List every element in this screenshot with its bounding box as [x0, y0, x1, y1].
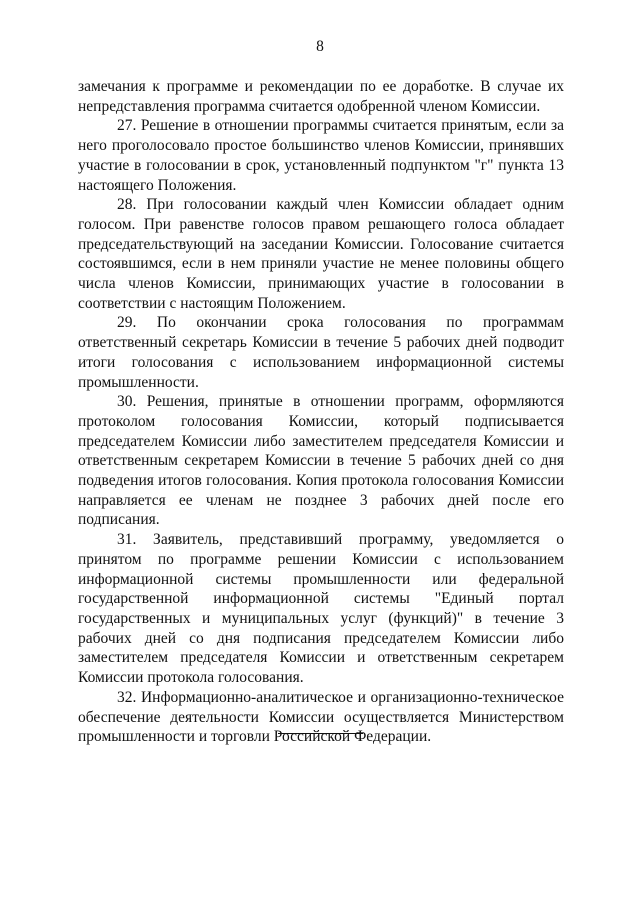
paragraph-continuation: замечания к программе и рекомендации по ее доработке. В случае их непредставления программа считается одобренной членом Комиссии.	[78, 78, 564, 115]
paragraph-30: 30. Решения, принятые в отношении программ, оформляются протоколом голосования Комиссии, который подписывается председателем Комиссии либо заместителем председателя Комиссии и ответственным секретарем Комиссии в течение 5 рабочих дней со дня подведения итогов голосования. Копия протокола голосования Комиссии направляется ее членам не позднее 3 рабочих дней после его подписания.	[78, 393, 564, 529]
page-number: 8	[316, 38, 324, 55]
paragraph-29: 29. По окончании срока голосования по программам ответственный секретарь Комиссии в течение 5 рабочих дней подводит итоги голосования с использованием информационной системы промышленности.	[78, 314, 564, 391]
document-body	[78, 77, 564, 747]
end-separator-line	[278, 733, 363, 734]
paragraph-31: 31. Заявитель, представивший программу, уведомляется о принятом по программе решении Комиссии с использованием информационной системы промышленности или федеральной государственной информационной системы "Единый портал государственных и муниципальных услуг (функций)" в течение 3 рабочих дней со дня подписания председателем Комиссии либо заместителем председателя Комиссии и ответственным секретарем Комиссии протокола голосования.	[78, 531, 564, 687]
paragraph-27: 27. Решение в отношении программы считается принятым, если за него проголосовало простое большинство членов Комиссии, принявших участие в голосовании в срок, установленный подпунктом "г" пункта 13 настоящего Положения.	[78, 117, 564, 194]
paragraph-32: 32. Информационно-аналитическое и организационно-техническое обеспечение деятельности Комиссии осуществляется Министерством промышленности и торговли Российской Федерации.	[78, 688, 564, 746]
paragraph-28: 28. При голосовании каждый член Комиссии обладает одним голосом. При равенстве голосов правом решающего голоса обладает председательствующий на заседании Комиссии. Голосование считается состоявшимся, если в нем приняли участие не менее половины общего числа членов Комиссии, принимающих участие в голосовании в соответствии с настоящим Положением.	[78, 196, 564, 312]
